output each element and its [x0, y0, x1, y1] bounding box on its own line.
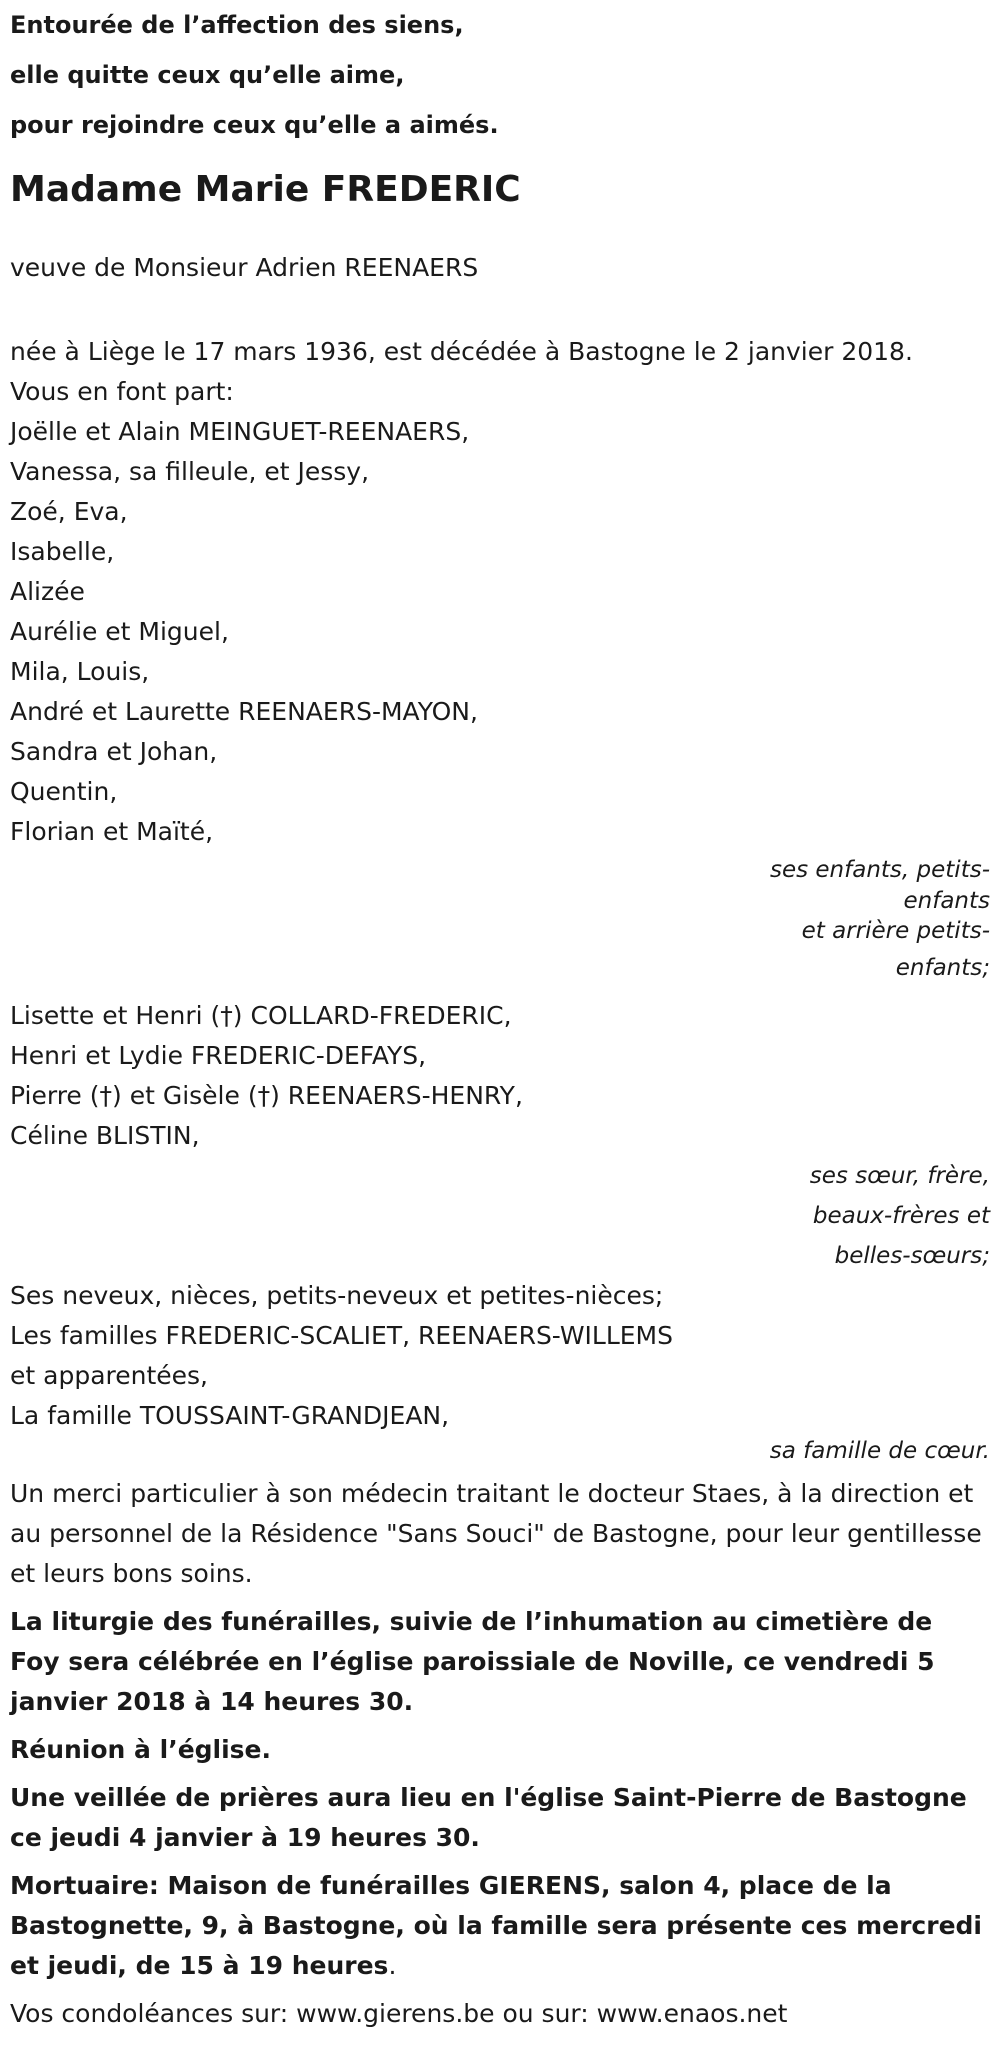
meeting-paragraph: Réunion à l’église.: [10, 1735, 272, 1764]
family-member: Henri et Lydie FREDERIC-DEFAYS,: [10, 1041, 427, 1070]
family-member: Zoé, Eva,: [10, 497, 128, 526]
deceased-name: Madame Marie FREDERIC: [10, 169, 521, 210]
family-member: Lisette et Henri (†) COLLARD-FREDERIC,: [10, 1001, 512, 1030]
family-group-children: [10, 412, 992, 852]
family-member: La famille TOUSSAINT-GRANDJEAN,: [10, 1401, 450, 1430]
family-member: André et Laurette REENAERS-MAYON,: [10, 697, 478, 726]
funeral-paragraph: La liturgie des funérailles, suivie de l’inhumation au cimetière de Foy sera célébrée en l’église paroissiale de Noville, ce vendredi 5 janvier 2018 à 14 heures 30.: [10, 1607, 935, 1716]
family-group-siblings: [10, 996, 992, 1156]
epitaph-line: Entourée de l’affection des siens,: [10, 11, 464, 39]
family-member: Aurélie et Miguel,: [10, 617, 229, 646]
relation-line: et arrière petits-: [801, 918, 990, 944]
family-member: Quentin,: [10, 777, 118, 806]
family-member: Les familles FREDERIC-SCALIET, REENAERS-WILLEMS: [10, 1321, 674, 1350]
family-member: Joëlle et Alain MEINGUET-REENAERS,: [10, 417, 470, 446]
condolences-line: Vos condoléances sur: www.gierens.be ou sur: www.enaos.net: [10, 1999, 788, 2028]
family-member: Mila, Louis,: [10, 657, 150, 686]
birth-death: née à Liège le 17 mars 1936, est décédée à Bastogne le 2 janvier 2018.: [10, 337, 913, 366]
mortuary-text: Mortuaire: Maison de funérailles GIERENS, salon 4, place de la Bastognette, 9, à Bastogne, où la famille sera présente ces mercredi et jeudi, de 15 à 19 heures: [10, 1871, 982, 1980]
family-member: et apparentées,: [10, 1361, 208, 1390]
family-member: Alizée: [10, 577, 85, 606]
relation-siblings: [10, 1156, 992, 1276]
relation-line: belles-sœurs;: [834, 1243, 990, 1269]
relation-extended: sa famille de cœur.: [769, 1438, 990, 1464]
relation-line: beaux-frères et: [812, 1203, 990, 1229]
vigil-paragraph: Une veillée de prières aura lieu en l'église Saint-Pierre de Bastogne ce jeudi 4 janvier à 19 heures 30.: [10, 1783, 967, 1852]
epitaph-block: [10, 0, 992, 150]
family-member: Vanessa, sa filleule, et Jessy,: [10, 457, 370, 486]
relation-line: ses sœur, frère,: [809, 1163, 990, 1189]
thanks-paragraph: Un merci particulier à son médecin traitant le docteur Staes, à la direction et au personnel de la Résidence "Sans Souci" de Bastogne, pour leur gentillesse et leurs bons soins.: [10, 1479, 982, 1588]
obituary-notice: [10, 0, 992, 2034]
epitaph-line: elle quitte ceux qu’elle aime,: [10, 61, 405, 89]
announce-label: Vous en font part:: [10, 377, 234, 406]
family-member: Ses neveux, nièces, petits-neveux et petites-nièces;: [10, 1281, 664, 1310]
mortuary-paragraph: [10, 1866, 990, 1986]
mortuary-period: .: [388, 1951, 397, 1980]
family-member: Céline BLISTIN,: [10, 1121, 200, 1150]
relation-line: ses enfants, petits-: [769, 857, 990, 883]
family-member: Florian et Maïté,: [10, 817, 214, 846]
relation-line: enfants;: [895, 955, 990, 981]
family-member: Isabelle,: [10, 537, 115, 566]
family-group-extended: [10, 1276, 992, 1436]
relation-children: [10, 852, 992, 988]
relation-line: enfants: [903, 888, 990, 914]
epitaph-line: pour rejoindre ceux qu’elle a aimés.: [10, 111, 499, 139]
family-member: Sandra et Johan,: [10, 737, 218, 766]
family-member: Pierre (†) et Gisèle (†) REENAERS-HENRY,: [10, 1081, 523, 1110]
widow-of: veuve de Monsieur Adrien REENAERS: [10, 253, 479, 282]
